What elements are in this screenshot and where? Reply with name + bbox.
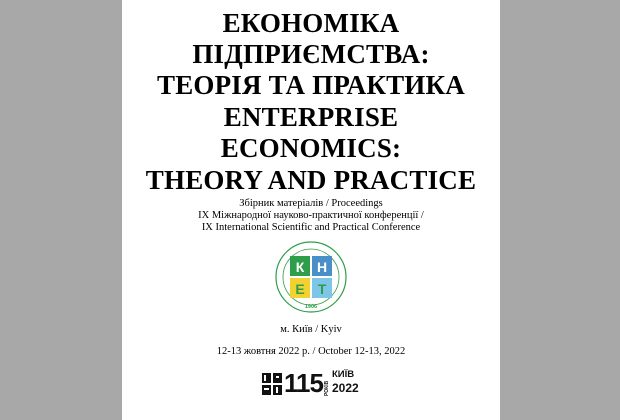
knet-mark-icon [262,373,282,395]
title-line-5: ECONOMICS: [220,133,402,163]
subtitle-line-2: IX Міжнародної науково-практичної конференції / [198,210,424,221]
logo-letter-3: Е [295,281,305,297]
title-line-6: THEORY AND PRACTICE [145,165,477,195]
university-logo [274,240,348,314]
location: м. Київ / Kyiv [280,324,342,335]
title-line-3: ТЕОРІЯ ТА ПРАКТИКА [157,70,465,100]
document-page [122,0,500,420]
title-line-2: ПІДПРИЄМСТВА: [192,39,430,69]
title-line-1: ЕКОНОМІКА [222,8,400,38]
logo-letter-1: К [295,259,305,275]
subtitle-line-1: Збірник матеріалів / Proceedings [239,198,383,209]
subtitle-line-3: IX International Scientific and Practical Conference [201,222,421,233]
anniversary-badge [262,370,362,410]
badge-city: КИЇВ [332,369,355,380]
conference-dates: 12-13 жовтня 2022 р. / October 12-13, 2022 [216,346,406,357]
badge-year: 2022 [332,381,359,395]
logo-letter-2: Н [316,259,328,275]
title-line-4: ENTERPRISE [223,102,399,132]
logo-letter-4: Т [317,281,327,297]
logo-year: 1906 [304,304,318,310]
badge-number: 115 [284,368,323,398]
badge-rokiv: РОКІВ [324,380,330,396]
